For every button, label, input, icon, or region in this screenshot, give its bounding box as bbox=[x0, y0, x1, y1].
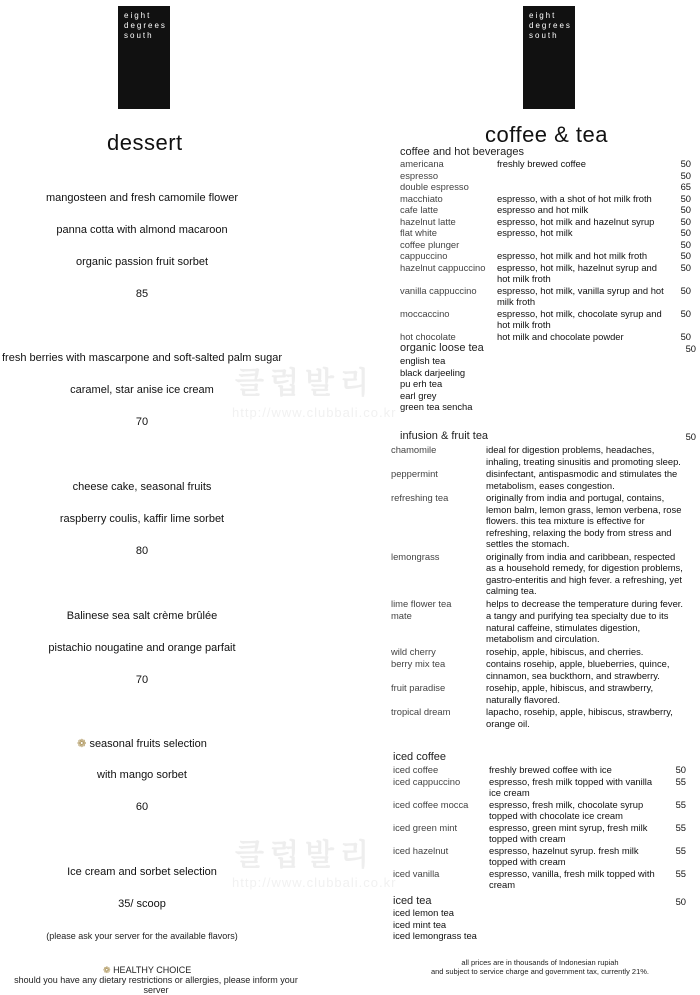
item-name: iced vanilla bbox=[393, 867, 440, 879]
list-item: iced lemon tea bbox=[393, 907, 454, 918]
section-title: coffee and hot beverages bbox=[400, 146, 524, 158]
list-item: green tea sencha bbox=[400, 401, 473, 412]
watermark: 클럽발리 bbox=[235, 839, 375, 872]
item-desc: espresso, with a shot of hot milk froth bbox=[497, 192, 652, 204]
footer-line: all prices are in thousands of Indonesian rupiah bbox=[461, 958, 619, 967]
item-price: 55 bbox=[675, 798, 686, 810]
item-price: 50 bbox=[680, 215, 691, 227]
item-desc: espresso, green mint syrup, fresh milk topped with cream bbox=[489, 821, 648, 844]
item-desc: espresso, fresh milk topped with vanilla ice cream bbox=[489, 775, 653, 798]
menu-row bbox=[400, 262, 696, 285]
item-name: fruit paradise bbox=[391, 682, 446, 693]
item-desc: espresso, hot milk, hazelnut syrup and hot milk froth bbox=[497, 261, 657, 284]
coffee-title: coffee & tea bbox=[485, 122, 609, 147]
item-price: 55 bbox=[675, 867, 686, 879]
item-desc: espresso, hot milk and hot milk froth bbox=[497, 250, 648, 261]
section-title: iced tea bbox=[393, 895, 432, 907]
item-name: double espresso bbox=[400, 181, 469, 192]
item-desc: ideal for digestion problems, headaches, inhaling, treating sinusitis and promoting sleep. bbox=[486, 444, 681, 467]
footer-note bbox=[390, 958, 690, 976]
item-price: 50 bbox=[680, 204, 691, 215]
menu-row bbox=[391, 610, 691, 645]
item-desc: a tangy and purifying tea specialty due to its natural caffeine, stimulates digestion, metabolism and circulation. bbox=[486, 610, 669, 644]
dessert-price: 70 bbox=[135, 416, 149, 428]
item-desc: espresso, hot milk bbox=[497, 227, 573, 238]
healthy-leaf-icon: ❁ bbox=[77, 738, 87, 750]
menu-row bbox=[400, 239, 696, 251]
item-desc: originally from india and portugal, contains, lemon balm, lemon grass, lemon verbena, rose flowers. this tea mixture is effective for refreshing, relaxing the body from stress and settles the stomach. bbox=[486, 492, 682, 549]
menu-row bbox=[400, 216, 696, 228]
list-item: black darjeeling bbox=[400, 366, 466, 378]
item-name: tropical dream bbox=[391, 706, 451, 717]
watermark-url: http://www.clubbali.co.kr bbox=[232, 405, 397, 420]
loose-list bbox=[400, 355, 472, 413]
menu-row bbox=[393, 845, 688, 868]
dessert-price: 70 bbox=[135, 674, 149, 686]
item-desc: espresso, hot milk, chocolate syrup and hot milk froth bbox=[497, 307, 662, 330]
item-price: 55 bbox=[675, 844, 686, 856]
item-name: moccaccino bbox=[400, 307, 450, 319]
dessert-item: raspberry coulis, kaffir lime sorbet bbox=[59, 513, 225, 525]
menu-row bbox=[393, 776, 688, 799]
item-name: berry mix tea bbox=[391, 658, 446, 669]
logo-text: eight bbox=[529, 11, 557, 20]
item-desc: rosehip, apple, hibiscus, and cherries. bbox=[486, 645, 644, 657]
iced-list bbox=[393, 764, 688, 891]
menu-row bbox=[393, 764, 688, 776]
item-name: refreshing tea bbox=[391, 492, 449, 503]
item-name: macchiato bbox=[400, 192, 443, 204]
item-name: mate bbox=[391, 610, 412, 621]
menu-row bbox=[400, 158, 696, 170]
menu-row bbox=[400, 204, 696, 216]
item-name: cafe latte bbox=[400, 204, 439, 215]
menu-row bbox=[400, 250, 696, 262]
item-name: peppermint bbox=[391, 468, 438, 479]
logo-text: degrees bbox=[529, 21, 572, 30]
list-item: iced lemongrass tea bbox=[393, 930, 477, 941]
item-desc: espresso, hot milk, vanilla syrup and hot milk froth bbox=[497, 284, 664, 307]
item-name: iced coffee bbox=[393, 764, 439, 775]
item-price: 50 bbox=[680, 158, 691, 169]
item-price: 50 bbox=[680, 192, 691, 204]
menu-row bbox=[391, 444, 691, 467]
dessert-price: 85 bbox=[135, 288, 149, 300]
item-price: 50 bbox=[680, 307, 691, 319]
logo-text: south bbox=[124, 31, 154, 40]
item-price: 50 bbox=[680, 250, 691, 261]
dessert-item: mangosteen and fresh camomile flower bbox=[46, 192, 238, 204]
item-desc: espresso, hazelnut syrup. fresh milk topped with cream bbox=[489, 844, 639, 867]
menu-row bbox=[391, 706, 691, 729]
list-item: iced mint tea bbox=[393, 918, 447, 930]
menu-row bbox=[391, 468, 691, 491]
item-desc: hot milk and chocolate powder bbox=[497, 330, 624, 342]
dessert-item: organic passion fruit sorbet bbox=[75, 256, 209, 268]
item-name: espresso bbox=[400, 169, 439, 181]
item-desc bbox=[497, 181, 671, 193]
item-desc: freshly brewed coffee bbox=[497, 158, 586, 169]
icedtea-list bbox=[393, 907, 477, 942]
dessert-note: (please ask your server for the available flavors) bbox=[46, 931, 238, 941]
menu-row bbox=[391, 658, 691, 681]
list-item: pu erh tea bbox=[400, 378, 443, 389]
healthy-choice-label: HEALTHY CHOICE bbox=[113, 965, 192, 975]
footer-line: and subject to service charge and government tax, currently 21%. bbox=[430, 967, 650, 976]
watermark-url: http://www.clubbali.co.kr bbox=[232, 875, 397, 890]
watermark: 클럽발리 bbox=[235, 367, 375, 400]
item-desc: disinfectant, antispasmodic and stimulates the metabolism, eases congestion. bbox=[486, 468, 678, 491]
dessert-item: Ice cream and sorbet selection bbox=[67, 866, 217, 878]
menu-row bbox=[391, 551, 691, 597]
item-desc: rosehip, apple, hibiscus, and strawberry, naturally flavored. bbox=[486, 682, 654, 705]
menu-row bbox=[391, 682, 691, 705]
menu-row bbox=[400, 181, 696, 193]
item-name: hazelnut latte bbox=[400, 215, 456, 227]
hot-list bbox=[400, 158, 696, 342]
dietary-note: should you have any dietary restrictions or allergies, please inform your server bbox=[14, 975, 298, 995]
menu-row bbox=[400, 331, 696, 343]
dessert-item: pistachio nougatine and orange parfait bbox=[48, 642, 236, 654]
item-price: 50 bbox=[680, 284, 691, 296]
item-desc: espresso, hot milk and hazelnut syrup bbox=[497, 215, 655, 227]
dessert-price: 80 bbox=[135, 545, 149, 557]
section-title: organic loose tea bbox=[400, 342, 484, 354]
menu-row bbox=[393, 868, 688, 891]
dessert-price: 60 bbox=[135, 801, 149, 813]
dessert-item: caramel, star anise ice cream bbox=[70, 384, 214, 396]
item-price: 50 bbox=[680, 169, 691, 181]
menu-row bbox=[391, 598, 691, 610]
price: 50 bbox=[685, 431, 696, 442]
item-desc: freshly brewed coffee with ice bbox=[489, 764, 612, 775]
logo bbox=[523, 6, 575, 109]
menu-row bbox=[400, 227, 696, 239]
section-title: infusion & fruit tea bbox=[400, 430, 489, 442]
dessert-item: Balinese sea salt crème brûlée bbox=[66, 610, 218, 622]
infusion-list bbox=[391, 444, 691, 730]
dessert-item: fresh berries with mascarpone and soft-salted palm sugar bbox=[1, 352, 283, 364]
item-name: cappuccino bbox=[400, 250, 448, 261]
item-name: chamomile bbox=[391, 444, 437, 455]
item-desc: espresso and hot milk bbox=[497, 204, 589, 215]
item-name: lemongrass bbox=[391, 550, 440, 562]
dessert-item bbox=[0, 737, 284, 750]
list-item: english tea bbox=[400, 355, 446, 366]
item-price: 50 bbox=[680, 238, 691, 250]
section-title: iced coffee bbox=[393, 751, 447, 763]
item-name: hot chocolate bbox=[400, 330, 456, 342]
dessert-item: cheese cake, seasonal fruits bbox=[72, 481, 212, 493]
menu-row bbox=[393, 822, 688, 845]
dessert-item: panna cotta with almond macaroon bbox=[56, 224, 228, 236]
menu-row bbox=[393, 799, 688, 822]
item-desc: helps to decrease the temperature during fever. bbox=[486, 597, 683, 609]
item-price: 55 bbox=[675, 821, 686, 833]
item-name: lime flower tea bbox=[391, 597, 452, 609]
logo-text: eight bbox=[124, 11, 152, 20]
item-name: americana bbox=[400, 158, 444, 169]
menu-row bbox=[391, 492, 691, 550]
item-desc: espresso, vanilla, fresh milk topped with cream bbox=[489, 867, 655, 890]
item-price: 50 bbox=[680, 261, 691, 273]
item-name: wild cherry bbox=[391, 645, 436, 657]
item-desc: lapacho, rosehip, apple, hibiscus, strawberry, orange oil. bbox=[486, 706, 673, 729]
item-name: iced green mint bbox=[393, 821, 458, 833]
menu-row bbox=[400, 170, 696, 182]
item-desc: espresso, fresh milk, chocolate syrup topped with chocolate ice cream bbox=[489, 798, 644, 821]
logo bbox=[118, 6, 170, 109]
item-price: 55 bbox=[675, 775, 686, 787]
item-price: 50 bbox=[680, 330, 691, 342]
logo-text: south bbox=[529, 31, 559, 40]
item-name: iced coffee mocca bbox=[393, 798, 469, 810]
price: 50 bbox=[675, 896, 686, 907]
item-desc bbox=[497, 239, 671, 251]
dessert-title: dessert bbox=[107, 130, 183, 155]
list-item: earl grey bbox=[400, 389, 437, 401]
dessert-item: with mango sorbet bbox=[97, 769, 187, 781]
item-desc bbox=[497, 170, 671, 182]
menu-row bbox=[400, 285, 696, 308]
item-name: coffee plunger bbox=[400, 238, 460, 250]
price: 50 bbox=[685, 343, 696, 354]
item-name: iced hazelnut bbox=[393, 844, 449, 856]
item-price: 50 bbox=[680, 227, 691, 238]
item-desc: originally from india and caribbean, respected as a household remedy, for digestion problems, gastro-enteritis and high fever. a refreshing, yet calming tea. bbox=[486, 550, 683, 596]
item-name: hazelnut cappuccino bbox=[400, 261, 486, 273]
healthy-leaf-icon: ❁ bbox=[103, 965, 111, 975]
item-name: vanilla cappuccino bbox=[400, 284, 477, 296]
item-name: flat white bbox=[400, 227, 437, 238]
item-price: 65 bbox=[680, 181, 691, 192]
dessert-item-label: seasonal fruits selection bbox=[89, 738, 207, 750]
item-name: iced cappuccino bbox=[393, 775, 461, 787]
dessert-price: 35/ scoop bbox=[118, 898, 166, 910]
menu-row bbox=[400, 308, 696, 331]
item-desc: contains rosehip, apple, blueberries, quince, cinnamon, sea buckthorn, and strawberry. bbox=[486, 658, 670, 681]
logo-text: degrees bbox=[124, 21, 167, 30]
item-price: 50 bbox=[675, 764, 686, 775]
menu-row bbox=[391, 646, 691, 658]
menu-row bbox=[400, 193, 696, 205]
